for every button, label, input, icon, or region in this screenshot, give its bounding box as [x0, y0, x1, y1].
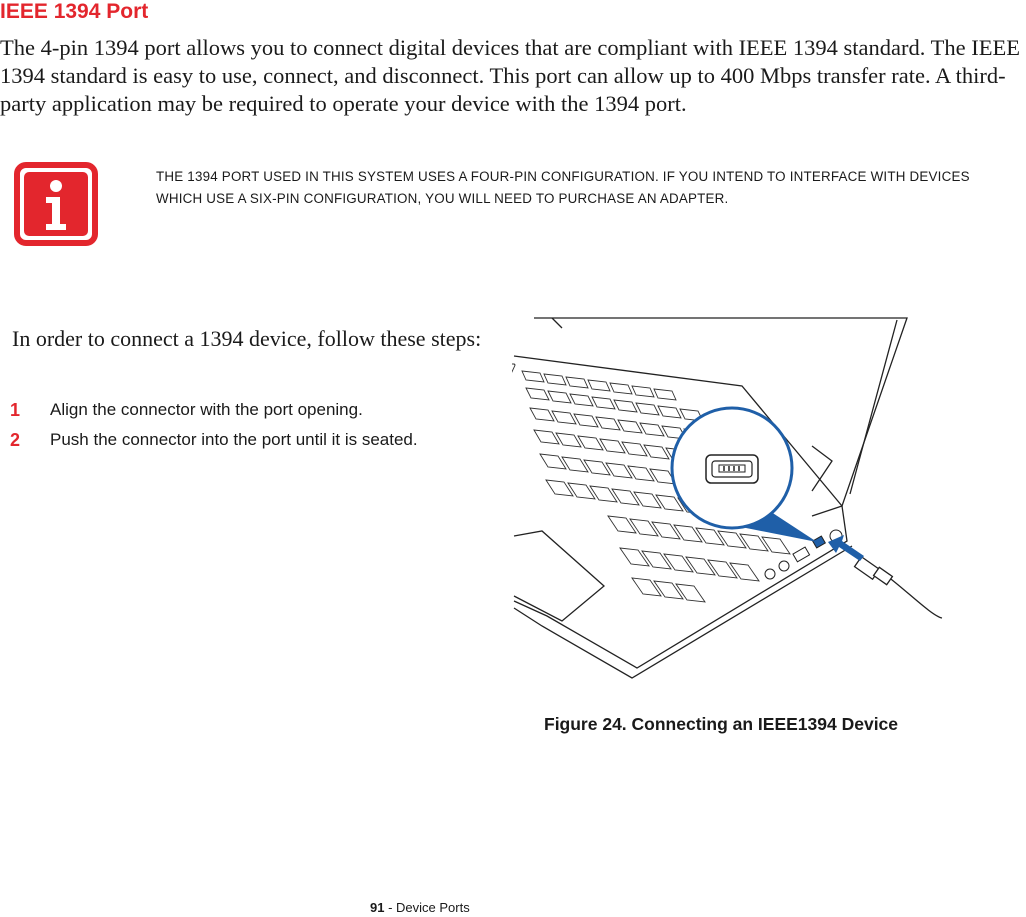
laptop-illustration: [512, 316, 1026, 692]
page-footer: [370, 900, 470, 915]
step-number: 1: [10, 400, 21, 420]
info-icon: [14, 162, 98, 246]
ieee1394-cable: [855, 557, 942, 618]
steps-list: [10, 398, 470, 458]
note-text: THE 1394 PORT USED IN THIS SYSTEM USES A FOUR-PIN CONFIGURATION. IF YOU INTEND TO INTERFACE WITH DEVICES WHICH USE A SIX-PIN CONFIGURATION, YOU WILL NEED TO PURCHASE AN ADAPTER.: [156, 169, 970, 206]
steps-intro: In order to connect a 1394 device, follow these steps:: [12, 326, 482, 351]
step-number: 2: [10, 430, 21, 450]
ieee1394-port: [813, 536, 826, 548]
footer-section: - Device Ports: [384, 900, 470, 915]
list-item: [10, 398, 470, 422]
keyboard: [512, 364, 516, 376]
list-item: [10, 428, 470, 452]
page-number: 91: [370, 900, 385, 915]
port-closeup-icon: [706, 455, 758, 483]
step-text: Align the connector with the port opening.: [50, 400, 363, 419]
section-title: IEEE 1394 Port: [0, 0, 149, 23]
step-text: Push the connector into the port until it is seated.: [50, 430, 418, 449]
figure-caption: Figure 24. Connecting an IEEE1394 Device: [544, 714, 899, 734]
laptop-base: [514, 356, 847, 668]
intro-paragraph: The 4-pin 1394 port allows you to connect digital devices that are compliant with IEEE 1394 standard. The IEEE 1394 standard is easy to use, connect, and disconnect. This port can allow up to 400 Mbps transfer rate. A third-party application may be required to operate your device with the 1394 port.: [0, 35, 1020, 116]
